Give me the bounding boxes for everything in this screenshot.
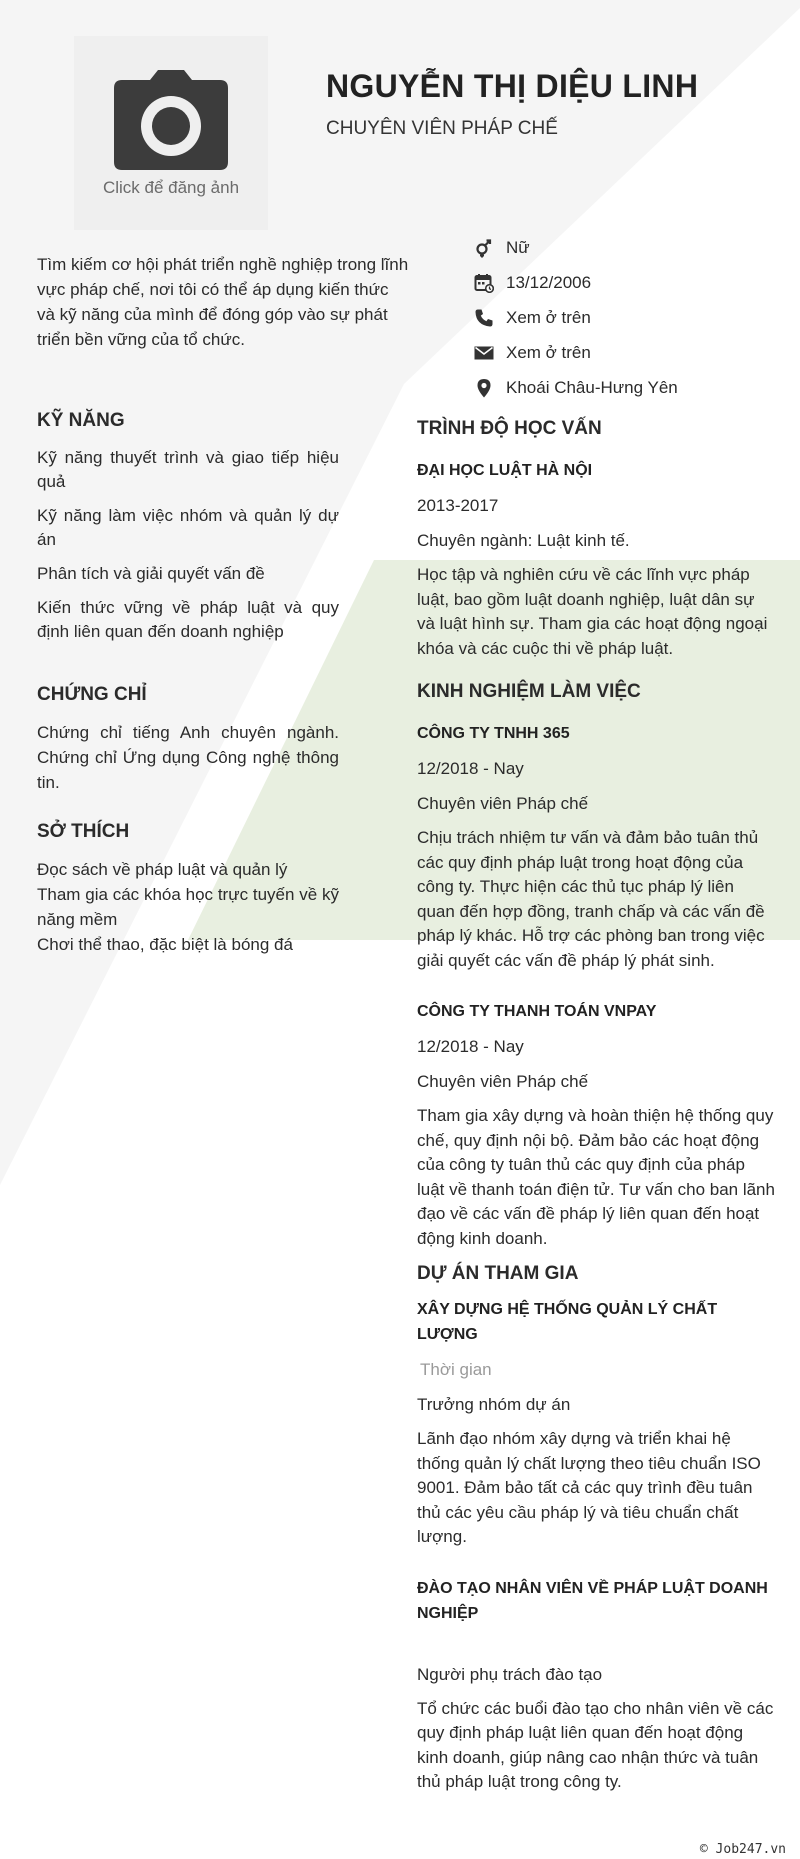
left-column [37,410,339,957]
phone-value: Xem ở trên [506,307,591,327]
job-position: Chuyên viên Pháp chế [417,1072,589,1091]
project-description: Lãnh đạo nhóm xây dựng và triển khai hệ thống quản lý chất lượng theo tiêu chuẩn ISO 9001. Đảm bảo tất cả các quy trình đều tuân thủ các yêu cầu pháp lý và tiêu chuẩn chất lượng. [417,1429,761,1546]
right-column [417,418,775,1815]
project-name: XÂY DỰNG HỆ THỐNG QUẢN LÝ CHẤT LƯỢNG [417,1301,718,1343]
skill-item: Kỹ năng thuyết trình và giao tiếp hiệu quả [37,448,339,491]
hobby-item: Đọc sách về pháp luật và quản lý [37,860,288,879]
experience-title: KINH NGHIỆM LÀM VIỆC [417,681,641,702]
photo-caption: Click để đăng ảnh [102,178,240,197]
school-name: ĐẠI HỌC LUẬT HÀ NỘI [417,462,593,479]
location-pin-icon [474,378,494,398]
job-period: 12/2018 - Nay [417,1037,524,1056]
contact-phone [474,300,678,335]
email-value: Xem ở trên [506,342,591,362]
education-major: Chuyên ngành: Luật kinh tế. [417,531,630,550]
job-description: Chịu trách nhiệm tư vấn và đảm bảo tuân thủ các quy định pháp luật trong hoạt động của công ty. Thực hiện các thủ tục pháp lý liên quan đến hợp đồng, tranh chấp và các vấn đề pháp lý khác. Hỗ trợ các phòng ban trong việc giải quyết các vấn đề pháp lý phát sinh. [417,828,765,970]
hobby-item: Tham gia các khóa học trực tuyến về kỹ năng mềm [37,885,339,929]
contact-email [474,335,678,370]
certificates-text: Chứng chỉ tiếng Anh chuyên ngành. Chứng chỉ Ứng dụng Công nghệ thông tin. [37,723,339,792]
project-description: Tổ chức các buổi đào tạo cho nhân viên về các quy định pháp luật liên quan đến hoạt động kinh doanh, giúp nâng cao nhận thức và tuân thủ pháp luật trong công ty. [417,1698,774,1791]
skill-item: Phân tích và giải quyết vấn đề [37,564,265,583]
gender-icon [474,238,494,258]
project-name: ĐÀO TẠO NHÂN VIÊN VỀ PHÁP LUẬT DOANH NGHIỆP [417,1579,768,1622]
skill-item: Kiến thức vững về pháp luật và quy định liên quan đến doanh nghiệp [37,598,339,641]
envelope-icon [474,343,494,363]
project-role: Người phụ trách đào tạo [417,1664,603,1684]
project-role: Trưởng nhóm dự án [417,1395,571,1414]
job-period: 12/2018 - Nay [417,759,524,778]
address-value: Khoái Châu-Hưng Yên [506,377,678,397]
phone-icon [474,308,494,328]
calendar-icon [474,273,494,293]
contact-address [474,370,678,405]
job-description: Tham gia xây dựng và hoàn thiện hệ thống quy chế, quy định nội bộ. Đảm bảo các hoạt động của công ty tuân thủ các quy định của pháp luật về thanh toán điện tử. Tư vấn cho ban lãnh đạo về các vấn đề pháp lý liên quan đến hoạt động kinh doanh. [417,1106,775,1248]
certificates-title: CHỨNG CHỈ [37,684,147,705]
career-summary: Tìm kiếm cơ hội phát triển nghề nghiệp trong lĩnh vực pháp chế, nơi tôi có thể áp dụng kiến thức và kỹ năng của mình để đóng góp vào sự phát triển bền vững của tổ chức. [37,255,409,349]
candidate-name: NGUYỄN THỊ DIỆU LINH [326,68,699,104]
contact-gender [474,230,678,265]
contact-dob [474,265,678,300]
photo-upload[interactable] [74,36,268,230]
education-description: Học tập và nghiên cứu về các lĩnh vực pháp luật, bao gồm luật doanh nghiệp, luật dân sự và luật hình sự. Tham gia các hoạt động ngoại khóa và các cuộc thi về pháp luật. [417,565,768,658]
dob-value: 13/12/2006 [506,272,592,292]
skills-title: KỸ NĂNG [37,410,125,431]
education-period: 2013-2017 [417,496,499,515]
hobbies-title: SỞ THÍCH [37,821,130,842]
job-title: CHUYÊN VIÊN PHÁP CHẾ [326,118,558,139]
projects-title: DỰ ÁN THAM GIA [417,1263,579,1284]
education-title: TRÌNH ĐỘ HỌC VẤN [417,418,602,439]
contact-list [474,230,678,405]
gender-value: Nữ [506,237,530,257]
footer-credit: © Job247.vn [699,1842,786,1857]
job-company: CÔNG TY THANH TOÁN VNPAY [417,1003,657,1020]
camera-icon [112,68,230,172]
project-time: Thời gian [420,1360,492,1379]
job-position: Chuyên viên Pháp chế [417,794,589,813]
job-company: CÔNG TY TNHH 365 [417,725,570,742]
hobby-item: Chơi thể thao, đặc biệt là bóng đá [37,935,293,954]
skill-item: Kỹ năng làm việc nhóm và quản lý dự án [37,506,339,549]
